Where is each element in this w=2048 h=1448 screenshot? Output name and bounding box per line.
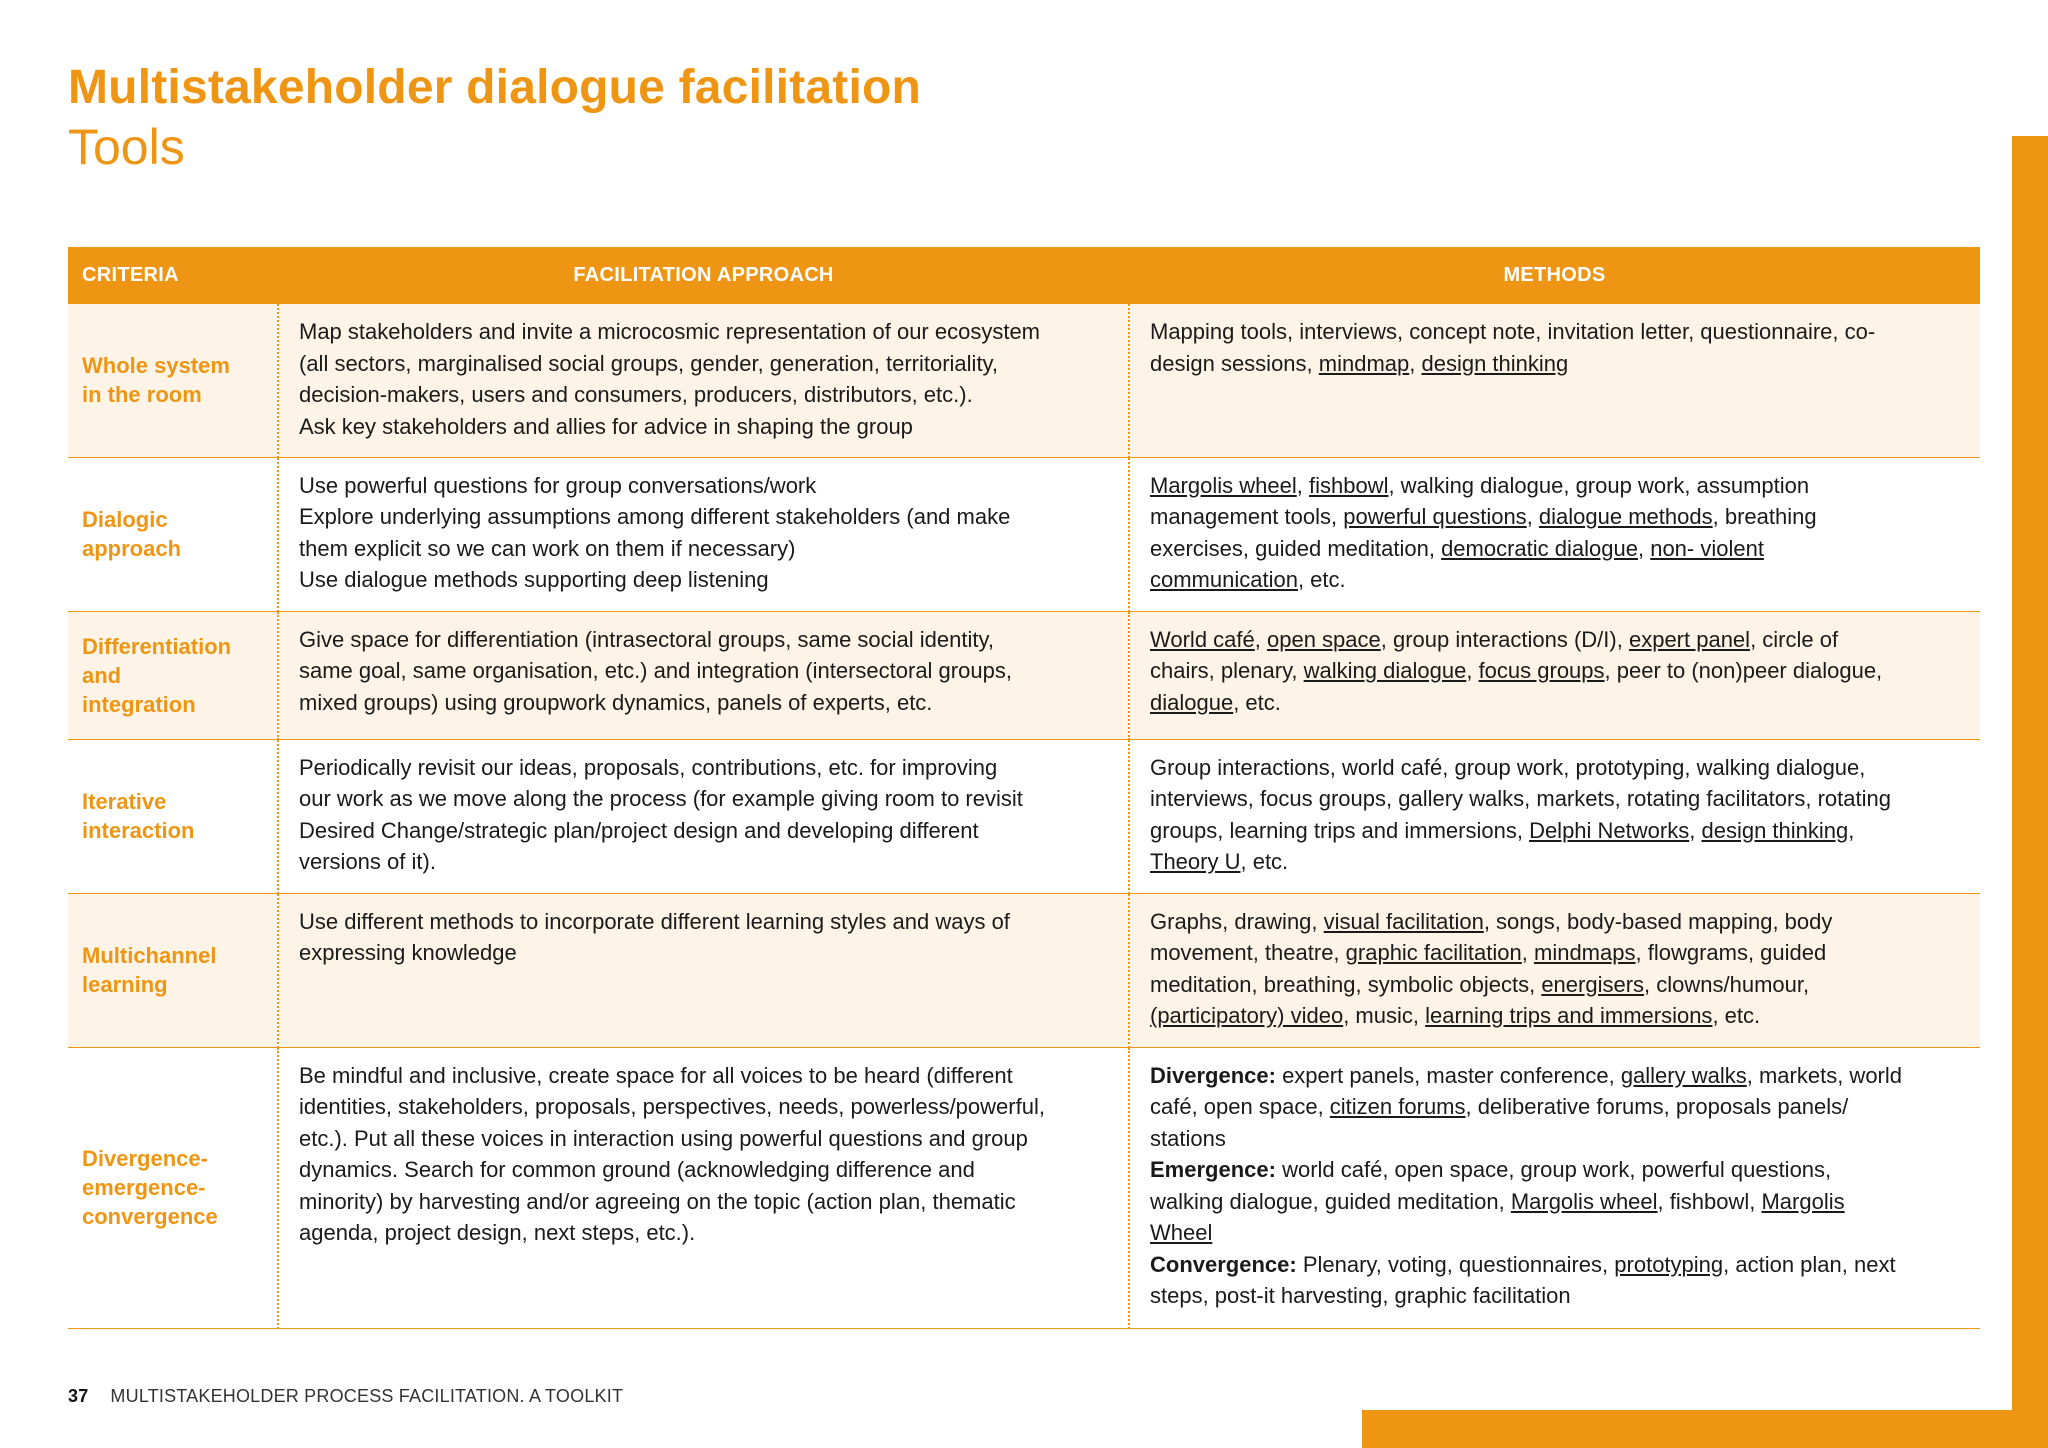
approach-line: Ask key stakeholders and allies for advice in shaping the group bbox=[299, 413, 913, 439]
method-text: , bbox=[1466, 658, 1479, 683]
method-text: , etc. bbox=[1297, 567, 1346, 592]
approach-cell bbox=[278, 304, 1129, 457]
methods-line bbox=[1150, 815, 1960, 847]
method-link[interactable]: (participatory) video bbox=[1150, 1003, 1344, 1028]
method-link[interactable]: Theory U bbox=[1150, 849, 1241, 874]
table-row bbox=[68, 893, 1980, 1047]
method-text: world café, open space, group work, powerful questions, bbox=[1275, 1157, 1832, 1182]
page-title: Multistakeholder dialogue facilitation bbox=[68, 61, 922, 114]
method-text: expert panels, master conference, bbox=[1275, 1062, 1621, 1088]
approach-line: (all sectors, marginalised social groups, gender, generation, territoriality, bbox=[299, 350, 999, 376]
method-text: , bbox=[1521, 940, 1534, 965]
method-text: walking dialogue, guided meditation, bbox=[1150, 1188, 1511, 1214]
methods-line bbox=[1150, 316, 1960, 348]
table-row bbox=[68, 611, 1980, 739]
approach-line: same goal, same organisation, etc.) and integration (intersectoral groups, bbox=[299, 658, 1012, 683]
method-text: , markets, world bbox=[1746, 1062, 1903, 1088]
methods-cell bbox=[1129, 611, 1980, 739]
page-subtitle: Tools bbox=[68, 119, 185, 175]
approach-line: mixed groups) using groupwork dynamics, panels of experts, etc. bbox=[299, 689, 933, 715]
method-text: , circle of bbox=[1750, 626, 1839, 652]
approach-line: Explore underlying assumptions among different stakeholders (and make bbox=[299, 504, 1011, 529]
approach-line: expressing knowledge bbox=[299, 940, 517, 965]
method-text: stations bbox=[1150, 1125, 1226, 1151]
header-criteria: CRITERIA bbox=[68, 247, 278, 304]
approach-line: Give space for differentiation (intrasectoral groups, same social identity, bbox=[299, 626, 994, 652]
approach-line: Use different methods to incorporate different learning styles and ways of bbox=[299, 908, 1010, 934]
criteria-cell bbox=[68, 304, 278, 457]
methods-line bbox=[1150, 1060, 1960, 1092]
method-link[interactable]: visual facilitation bbox=[1323, 908, 1484, 934]
methods-line bbox=[1150, 937, 1960, 969]
method-text: , bbox=[1526, 504, 1539, 529]
method-link[interactable]: powerful questions bbox=[1343, 504, 1527, 529]
method-link[interactable]: Margolis wheel bbox=[1150, 472, 1297, 498]
methods-line bbox=[1150, 533, 1960, 565]
method-link[interactable]: dialogue bbox=[1150, 689, 1234, 715]
table-row bbox=[68, 457, 1980, 611]
criteria-line: Differentiation bbox=[82, 633, 232, 659]
criteria-line: Divergence- bbox=[82, 1146, 208, 1171]
methods-line bbox=[1150, 783, 1960, 815]
method-text: meditation, breathing, symbolic objects, bbox=[1150, 971, 1542, 997]
methods-cell bbox=[1129, 893, 1980, 1047]
method-text: , action plan, next bbox=[1723, 1251, 1896, 1277]
method-text: , flowgrams, guided bbox=[1635, 940, 1827, 965]
tools-table-container bbox=[68, 247, 1980, 1329]
criteria-cell bbox=[68, 1047, 278, 1328]
methods-line bbox=[1150, 846, 1960, 878]
methods-line bbox=[1150, 1091, 1960, 1123]
approach-line: our work as we move along the process (for example giving room to revisit bbox=[299, 786, 1023, 811]
method-link[interactable]: design thinking bbox=[1701, 817, 1849, 843]
approach-line: agenda, project design, next steps, etc.). bbox=[299, 1220, 696, 1245]
methods-cell bbox=[1129, 304, 1980, 457]
method-text: , bbox=[1409, 350, 1422, 376]
methods-line bbox=[1150, 1249, 1960, 1281]
approach-cell bbox=[278, 1047, 1129, 1328]
method-link[interactable]: learning trips and immersions bbox=[1425, 1003, 1713, 1028]
decorative-side-bar bbox=[2012, 136, 2048, 1448]
header-facilitation-approach: FACILITATION APPROACH bbox=[278, 247, 1129, 304]
method-link[interactable]: design thinking bbox=[1421, 350, 1569, 376]
method-link[interactable]: mindmaps bbox=[1534, 940, 1636, 965]
methods-line bbox=[1150, 969, 1960, 1001]
criteria-line: convergence bbox=[82, 1204, 218, 1229]
method-phase-label: Convergence: bbox=[1150, 1251, 1297, 1277]
method-link[interactable]: graphic facilitation bbox=[1345, 940, 1522, 965]
methods-line bbox=[1150, 906, 1960, 938]
criteria-cell bbox=[68, 611, 278, 739]
method-text: steps, post-it harvesting, graphic facilitation bbox=[1150, 1283, 1571, 1308]
method-text: Plenary, voting, questionnaires, bbox=[1296, 1251, 1615, 1277]
header-methods: METHODS bbox=[1129, 247, 1980, 304]
criteria-line: integration bbox=[82, 691, 196, 717]
method-text: , bbox=[1848, 817, 1855, 843]
decorative-bottom-bar bbox=[1362, 1410, 2048, 1448]
approach-line: Map stakeholders and invite a microcosmic representation of our ecosystem bbox=[299, 319, 1041, 344]
criteria-cell bbox=[68, 739, 278, 893]
table-header-row bbox=[68, 247, 1980, 304]
method-text: Mapping tools, interviews, concept note, invitation letter, questionnaire, co- bbox=[1150, 319, 1876, 344]
methods-cell bbox=[1129, 739, 1980, 893]
criteria-line: emergence- bbox=[82, 1175, 206, 1200]
approach-line: Periodically revisit our ideas, proposals, contributions, etc. for improving bbox=[299, 754, 998, 780]
method-text: chairs, plenary, bbox=[1150, 658, 1304, 683]
method-text: , bbox=[1254, 626, 1267, 652]
methods-line bbox=[1150, 655, 1960, 687]
approach-cell bbox=[278, 457, 1129, 611]
criteria-cell bbox=[68, 893, 278, 1047]
approach-line: decision-makers, users and consumers, producers, distributors, etc.). bbox=[299, 382, 973, 407]
methods-line bbox=[1150, 1123, 1960, 1155]
footer-title: MULTISTAKEHOLDER PROCESS FACILITATION. A TOOLKIT bbox=[110, 1386, 624, 1406]
method-text: , etc. bbox=[1233, 689, 1281, 715]
method-link[interactable]: non- violent bbox=[1650, 535, 1764, 561]
method-link[interactable]: mindmap bbox=[1318, 350, 1410, 376]
approach-cell bbox=[278, 893, 1129, 1047]
method-link[interactable]: dialogue methods bbox=[1538, 504, 1713, 529]
method-link[interactable]: walking dialogue bbox=[1303, 658, 1467, 683]
methods-line bbox=[1150, 1186, 1960, 1218]
criteria-line: approach bbox=[82, 536, 182, 561]
method-text: movement, theatre, bbox=[1150, 940, 1346, 965]
table-body bbox=[68, 304, 1980, 1328]
method-text: , clowns/humour, bbox=[1644, 971, 1810, 997]
criteria-line: Multichannel bbox=[82, 943, 217, 968]
tools-table bbox=[68, 247, 1980, 1329]
method-text: , walking dialogue, group work, assumption bbox=[1388, 472, 1810, 498]
method-link[interactable]: fishbowl bbox=[1308, 472, 1389, 498]
methods-line bbox=[1150, 624, 1960, 656]
criteria-line: in the room bbox=[82, 382, 202, 408]
approach-line: identities, stakeholders, proposals, perspectives, needs, powerless/powerful, bbox=[299, 1094, 1045, 1119]
criteria-line: Dialogic bbox=[82, 507, 168, 532]
method-link[interactable]: expert panel bbox=[1628, 626, 1751, 652]
methods-line bbox=[1150, 501, 1960, 533]
method-text: café, open space, bbox=[1150, 1094, 1330, 1119]
method-text: exercises, guided meditation, bbox=[1150, 535, 1442, 561]
method-text: design sessions, bbox=[1150, 350, 1319, 376]
methods-line bbox=[1150, 564, 1960, 596]
approach-line: them explicit so we can work on them if necessary) bbox=[299, 535, 796, 561]
approach-line: Use dialogue methods supporting deep listening bbox=[299, 567, 769, 592]
method-text: , bbox=[1296, 472, 1309, 498]
method-link[interactable]: World café bbox=[1150, 626, 1255, 652]
method-text: Graphs, drawing, bbox=[1150, 908, 1324, 934]
methods-line bbox=[1150, 470, 1960, 502]
criteria-line: Iterative bbox=[82, 789, 167, 814]
method-link[interactable]: Margolis wheel bbox=[1510, 1188, 1658, 1214]
approach-line: dynamics. Search for common ground (acknowledging difference and bbox=[299, 1157, 975, 1182]
method-link[interactable]: prototyping bbox=[1614, 1251, 1724, 1277]
criteria-line: interaction bbox=[82, 818, 195, 843]
method-text: groups, learning trips and immersions, bbox=[1150, 817, 1530, 843]
method-phase-label: Divergence: bbox=[1150, 1062, 1276, 1088]
method-text: , deliberative forums, proposals panels/ bbox=[1465, 1094, 1849, 1119]
method-link[interactable]: gallery walks bbox=[1620, 1062, 1747, 1088]
approach-cell bbox=[278, 739, 1129, 893]
table-row bbox=[68, 1047, 1980, 1328]
method-link[interactable]: Wheel bbox=[1150, 1220, 1213, 1245]
method-text: , music, bbox=[1343, 1003, 1426, 1028]
method-text: management tools, bbox=[1150, 504, 1344, 529]
page-number: 37 bbox=[68, 1386, 89, 1406]
method-link[interactable]: Delphi Networks bbox=[1529, 817, 1690, 843]
methods-line bbox=[1150, 1280, 1960, 1312]
page-footer bbox=[68, 1386, 623, 1407]
approach-line: versions of it). bbox=[299, 849, 436, 874]
criteria-line: Whole system bbox=[82, 353, 230, 379]
approach-line: etc.). Put all these voices in interaction using powerful questions and group bbox=[299, 1125, 1028, 1151]
methods-line bbox=[1150, 1000, 1960, 1032]
method-link[interactable]: citizen forums bbox=[1329, 1094, 1466, 1119]
methods-cell bbox=[1129, 457, 1980, 611]
methods-cell bbox=[1129, 1047, 1980, 1328]
method-link[interactable]: communication bbox=[1150, 567, 1298, 592]
methods-line bbox=[1150, 687, 1960, 719]
method-link[interactable]: open space bbox=[1266, 626, 1381, 652]
criteria-line: and bbox=[82, 662, 122, 688]
criteria-cell bbox=[68, 457, 278, 611]
methods-line bbox=[1150, 1154, 1960, 1186]
methods-line bbox=[1150, 1217, 1960, 1249]
approach-cell bbox=[278, 611, 1129, 739]
approach-line: Be mindful and inclusive, create space for all voices to be heard (different bbox=[299, 1062, 1013, 1088]
methods-line bbox=[1150, 348, 1960, 380]
methods-line bbox=[1150, 752, 1960, 784]
approach-line: minority) by harvesting and/or agreeing on the topic (action plan, thematic bbox=[299, 1188, 1016, 1214]
method-text: , group interactions (D/I), bbox=[1380, 626, 1629, 652]
method-link[interactable]: Margolis bbox=[1761, 1188, 1845, 1214]
method-text: , bbox=[1689, 817, 1702, 843]
method-text: , fishbowl, bbox=[1657, 1188, 1762, 1214]
approach-line: Use powerful questions for group conversations/work bbox=[299, 472, 817, 498]
table-row bbox=[68, 304, 1980, 457]
criteria-line: learning bbox=[82, 972, 168, 997]
method-text: , peer to (non)peer dialogue, bbox=[1604, 658, 1883, 683]
method-text: Group interactions, world café, group work, prototyping, walking dialogue, bbox=[1150, 754, 1866, 780]
table-row bbox=[68, 739, 1980, 893]
approach-line: Desired Change/strategic plan/project design and developing different bbox=[299, 817, 979, 843]
method-link[interactable]: focus groups bbox=[1478, 658, 1605, 683]
method-text: , bbox=[1637, 535, 1651, 561]
method-text: , breathing bbox=[1712, 504, 1817, 529]
method-text: , etc. bbox=[1240, 849, 1289, 874]
method-link[interactable]: democratic dialogue bbox=[1441, 535, 1638, 561]
method-phase-label: Emergence: bbox=[1150, 1157, 1276, 1182]
method-text: , etc. bbox=[1712, 1003, 1761, 1028]
method-text: interviews, focus groups, gallery walks, markets, rotating facilitators, rotating bbox=[1150, 786, 1891, 811]
method-text: , songs, body-based mapping, body bbox=[1483, 908, 1833, 934]
method-link[interactable]: energisers bbox=[1541, 971, 1645, 997]
